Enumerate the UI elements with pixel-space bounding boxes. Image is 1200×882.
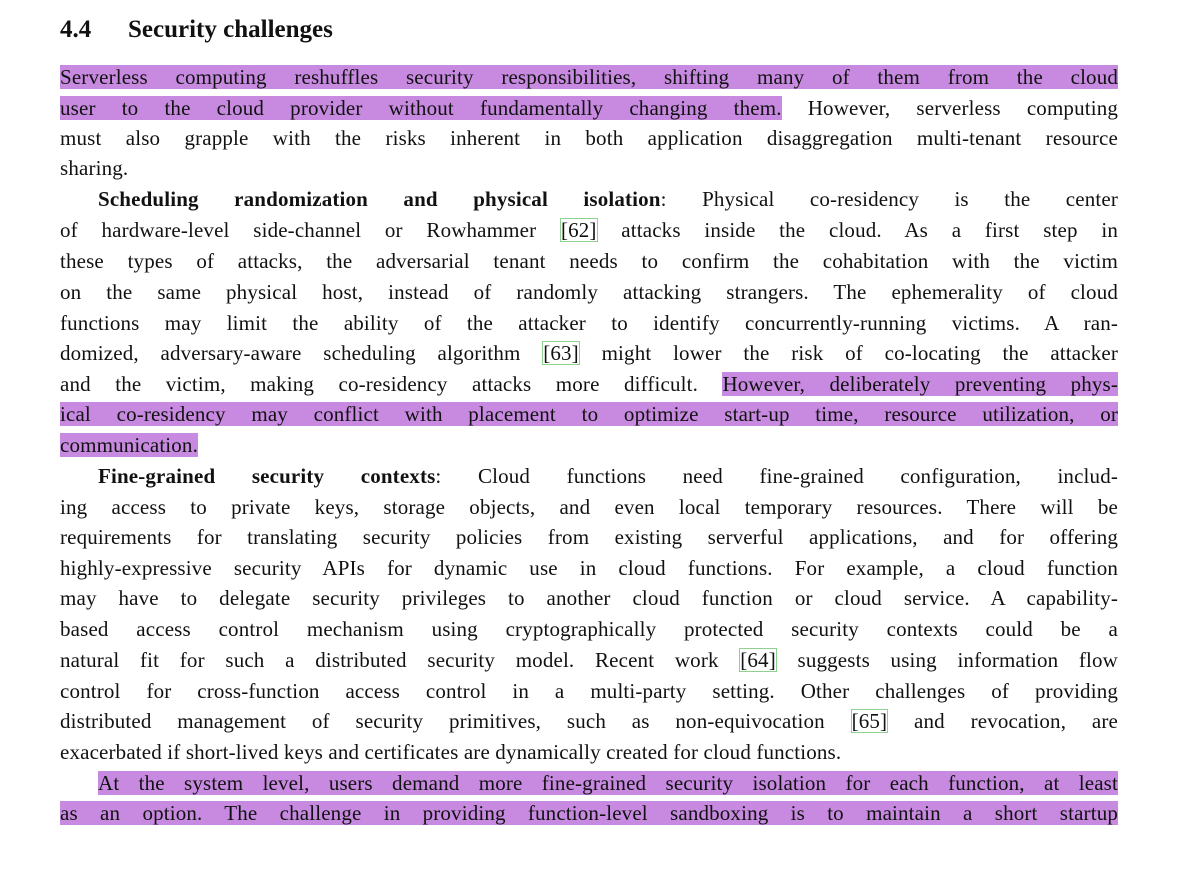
paragraph-heading-scheduling: Scheduling randomization and physical isolation [98, 187, 661, 211]
highlight-1: Serverless computing reshuffles security responsibilities, shifting many of them from the cloud [60, 65, 1118, 89]
paragraph-heading-security-contexts: Fine-grained security contexts [98, 464, 436, 488]
text-line-1 [60, 62, 1118, 92]
citation-64[interactable]: [64] [740, 648, 776, 672]
citation-65[interactable]: [65] [851, 709, 888, 733]
highlight-2-end: communication. [60, 433, 198, 457]
text-line-25 [60, 798, 1118, 828]
text-line-13 [60, 430, 1118, 460]
text-line-17: highly-expressive security APIs for dynamic use in cloud functions. For example, a cloud function [60, 556, 1118, 580]
text-line-20: natural fit for such a distributed security model. Recent work [64] suggests using information flow [60, 648, 1118, 672]
text-line-7: these types of attacks, the adversarial tenant needs to confirm the cohabitation with the victim [60, 249, 1118, 273]
text-line-2: user to the cloud provider without fundamentally changing them. However, serverless computing [60, 96, 1118, 120]
text-line-18: may have to delegate security privileges to another cloud function or cloud service. A capability- [60, 586, 1118, 610]
section-title: Security challenges [128, 16, 333, 43]
highlight-2: However, deliberately preventing phys- [722, 372, 1118, 396]
section-heading [60, 12, 333, 48]
text-line-3: must also grapple with the risks inherent in both application disaggregation multi-tenant resource [60, 126, 1118, 150]
highlight-3-cont: as an option. The challenge in providing function-level sandboxing is to maintain a short startup [60, 801, 1118, 825]
text-line-16: requirements for translating security policies from existing serverful applications, and for offering [60, 525, 1118, 549]
text-line-6: of hardware-level side-channel or Rowhammer [62] attacks inside the cloud. As a first step in [60, 218, 1118, 242]
text-line-12 [60, 399, 1118, 429]
text-line-21: control for cross-function access control in a multi-party setting. Other challenges of providing [60, 679, 1118, 703]
citation-63[interactable]: [63] [543, 341, 579, 365]
text-line-4: sharing. [60, 156, 129, 180]
text-line-11: and the victim, making co-residency attacks more difficult. However, deliberately preventing phys- [60, 372, 1118, 396]
text-line-8: on the same physical host, instead of randomly attacking strangers. The ephemerality of cloud [60, 280, 1118, 304]
text-line-22: distributed management of security primitives, such as non-equivocation [65] and revocation, are [60, 709, 1119, 733]
section-number: 4.4 [60, 16, 92, 43]
text-line-23: exacerbated if short-lived keys and certificates are dynamically created for cloud functions. [60, 740, 842, 764]
text-line-10: domized, adversary-aware scheduling algorithm [63] might lower the risk of co-locating the attacker [60, 341, 1118, 365]
text-line-19: based access control mechanism using cryptographically protected security contexts could be a [60, 617, 1118, 641]
citation-62[interactable]: [62] [560, 218, 597, 242]
text-line-15: ing access to private keys, storage objects, and even local temporary resources. There will be [60, 495, 1118, 519]
text-line-9: functions may limit the ability of the attacker to identify concurrently-running victims. A ran- [60, 311, 1118, 335]
highlight-2-cont: ical co-residency may conflict with placement to optimize start-up time, resource utilization, or [60, 402, 1118, 426]
highlight-3: At the system level, users demand more fine-grained security isolation for each function, at least [98, 771, 1118, 795]
highlight-1-cont: user to the cloud provider without fundamentally changing them. [60, 96, 782, 120]
text-line-24 [98, 768, 1118, 798]
text-line-5: Scheduling randomization and physical isolation: Physical co-residency is the center [98, 187, 1118, 211]
text-line-14: Fine-grained security contexts: Cloud functions need fine-grained configuration, includ- [98, 464, 1118, 488]
